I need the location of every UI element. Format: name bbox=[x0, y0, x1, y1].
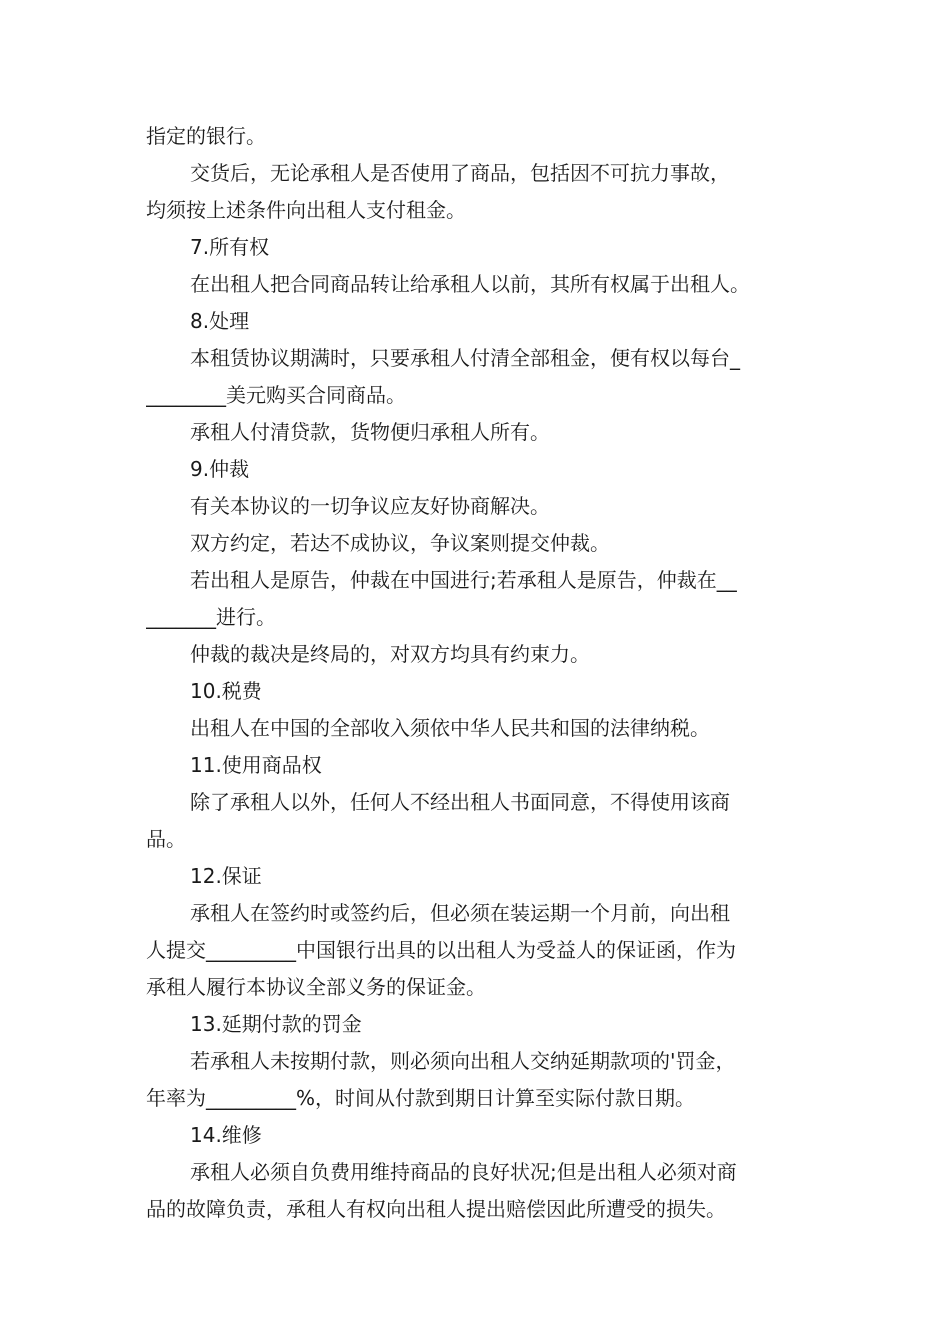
section-heading-late-payment-penalty: 13.延期付款的罚金 bbox=[190, 1012, 362, 1036]
text-line: 若承租人未按期付款，则必须向出租人交纳延期款项的'罚金， bbox=[190, 1049, 736, 1073]
text-line: 在出租人把合同商品转让给承租人以前，其所有权属于出租人。 bbox=[190, 272, 750, 296]
text-line: 交货后，无论承租人是否使用了商品，包括因不可抗力事故， bbox=[190, 161, 730, 185]
text-line: 人提交_________中国银行出具的以出租人为受益人的保证函，作为 bbox=[146, 938, 736, 962]
text-line: 品。 bbox=[146, 827, 186, 851]
text-line: 均须按上述条件向出租人支付租金。 bbox=[146, 198, 466, 222]
text-line: 承租人在签约时或签约后，但必须在装运期一个月前，向出租 bbox=[190, 901, 730, 925]
text-line: 品的故障负责，承租人有权向出租人提出赔偿因此所遭受的损失。 bbox=[146, 1197, 726, 1221]
text-line: 承租人履行本协议全部义务的保证金。 bbox=[146, 975, 486, 999]
text-line: 承租人付清贷款，货物便归承租人所有。 bbox=[190, 420, 550, 444]
text-line: ________美元购买合同商品。 bbox=[146, 383, 406, 407]
text-line: 有关本协议的一切争议应友好协商解决。 bbox=[190, 494, 550, 518]
text-line: 出租人在中国的全部收入须依中华人民共和国的法律纳税。 bbox=[190, 716, 710, 740]
text-line: 若出租人是原告，仲裁在中国进行;若承租人是原告，仲裁在__ bbox=[190, 568, 737, 592]
section-heading-disposal: 8.处理 bbox=[190, 309, 250, 333]
text-line: 双方约定，若达不成协议，争议案则提交仲裁。 bbox=[190, 531, 610, 555]
text-line: 除了承租人以外，任何人不经出租人书面同意，不得使用该商 bbox=[190, 790, 730, 814]
section-heading-maintenance: 14.维修 bbox=[190, 1123, 262, 1147]
section-heading-ownership: 7.所有权 bbox=[190, 235, 270, 259]
section-heading-taxes: 10.税费 bbox=[190, 679, 262, 703]
section-heading-usage-rights: 11.使用商品权 bbox=[190, 753, 322, 777]
section-heading-arbitration: 9.仲裁 bbox=[190, 457, 250, 481]
text-line: _______进行。 bbox=[146, 605, 276, 629]
text-line: 仲裁的裁决是终局的，对双方均具有约束力。 bbox=[190, 642, 590, 666]
text-line: 指定的银行。 bbox=[146, 124, 266, 148]
section-heading-guarantee: 12.保证 bbox=[190, 864, 262, 888]
text-line: 年率为_________%，时间从付款到期日计算至实际付款日期。 bbox=[146, 1086, 696, 1110]
document-body bbox=[146, 118, 810, 1228]
text-line: 本租赁协议期满时，只要承租人付清全部租金，便有权以每台_ bbox=[190, 346, 740, 370]
text-line: 承租人必须自负费用维持商品的良好状况;但是出租人必须对商 bbox=[190, 1160, 737, 1184]
